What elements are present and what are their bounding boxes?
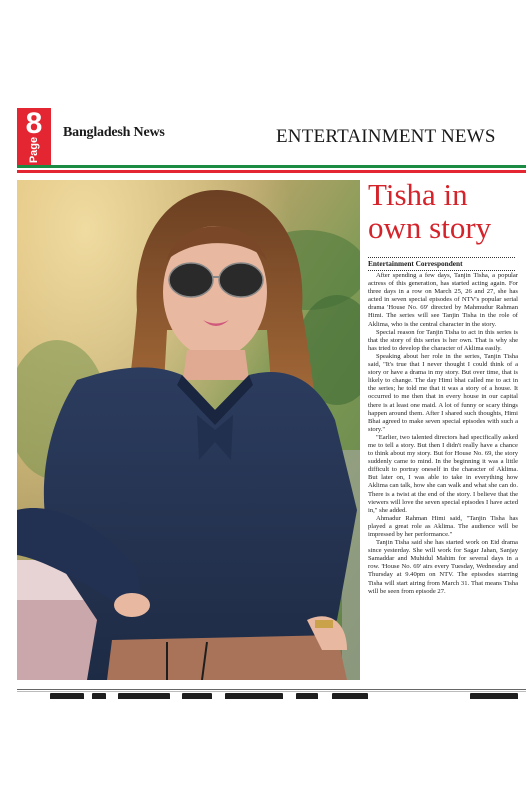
article-paragraph: Special reason for Tanjin Tisha to act in this series is that the story of this series is her own. That is why she has tried to develop the character of Aklima easily.	[368, 328, 518, 352]
article-paragraph: Ahmadur Rahman Himi said, "Tanjin Tisha has played a great role as Aklima. The audience will be impressed by her performance."	[368, 514, 518, 538]
bottom-rule	[17, 689, 526, 690]
article-paragraph: Speaking about her role in the series, Tanjin Tisha said, "It's true that I never thought I could think of a story or have a drama in my story. But over time, that is likely to change. The day Himi bhai called me to act in the series; he told me that it was a story of a house. It occurred to me then that in every house in our capital there is at least one maid. A lot of funny or scary things happen around them. After I shared such thoughts, Himi Bhai agreed to make seven special episodes with such a story."	[368, 352, 518, 433]
page-label: Page	[28, 136, 40, 164]
headline-line-1: Tisha in	[368, 177, 468, 212]
article-paragraph: After spending a few days, Tanjin Tisha, a popular actress of this generation, has started acting again. For three days in a row on March 25, 26 and 27, she has acted in seven special episodes of NTV's popular serial drama 'House No. 69' directed by Mahmudur Rahman Himi. The series will see Tanjin Tisha in the role of Aklima, who is the central character in the story.	[368, 272, 518, 328]
article-paragraph: "Earlier, two talented directors had specifically asked me to tell a story. But then I didn't really have a chance to think about my story. But for House No. 69, the story suddenly came to mind. In the beginning it was a little difficult to portray oneself in the character of Aklima. But later on, I was able to take in everything how Aklima can talk, how she can walk and what she can do. There is a twist at the end of the story. I believe that the viewers will love the seven special episodes I have acted in," she added.	[368, 433, 518, 514]
masthead-rule-green	[17, 165, 526, 168]
page-number-tab	[17, 108, 51, 165]
headline-line-2: own story	[368, 210, 492, 245]
article-headline	[368, 178, 526, 244]
bottom-rule-secondary	[17, 691, 526, 692]
article-body	[368, 272, 518, 596]
page-number: 8	[25, 107, 43, 140]
byline: Entertainment Correspondent	[368, 259, 463, 268]
masthead-rule-red	[17, 170, 526, 173]
byline-rule-top	[368, 257, 515, 258]
article-photo	[17, 180, 360, 680]
section-title: ENTERTAINMENT NEWS	[276, 126, 496, 147]
cropped-next-headline	[50, 693, 520, 699]
byline-rule	[368, 270, 515, 271]
article-paragraph: Tanjin Tisha said she has started work on Eid drama since yesterday. She will work for Sagar Jahan, Sanjay Samaddar and Muhidul Mahim for several days in a row. 'House No. 69' airs every Tuesday, Wednesday and Thursday at 9.40pm on NTV. The episodes starring Tisha will start airing from March 31. That means Tisha will be seen from episode 27.	[368, 539, 518, 595]
newspaper-name: Bangladesh News	[63, 125, 165, 140]
